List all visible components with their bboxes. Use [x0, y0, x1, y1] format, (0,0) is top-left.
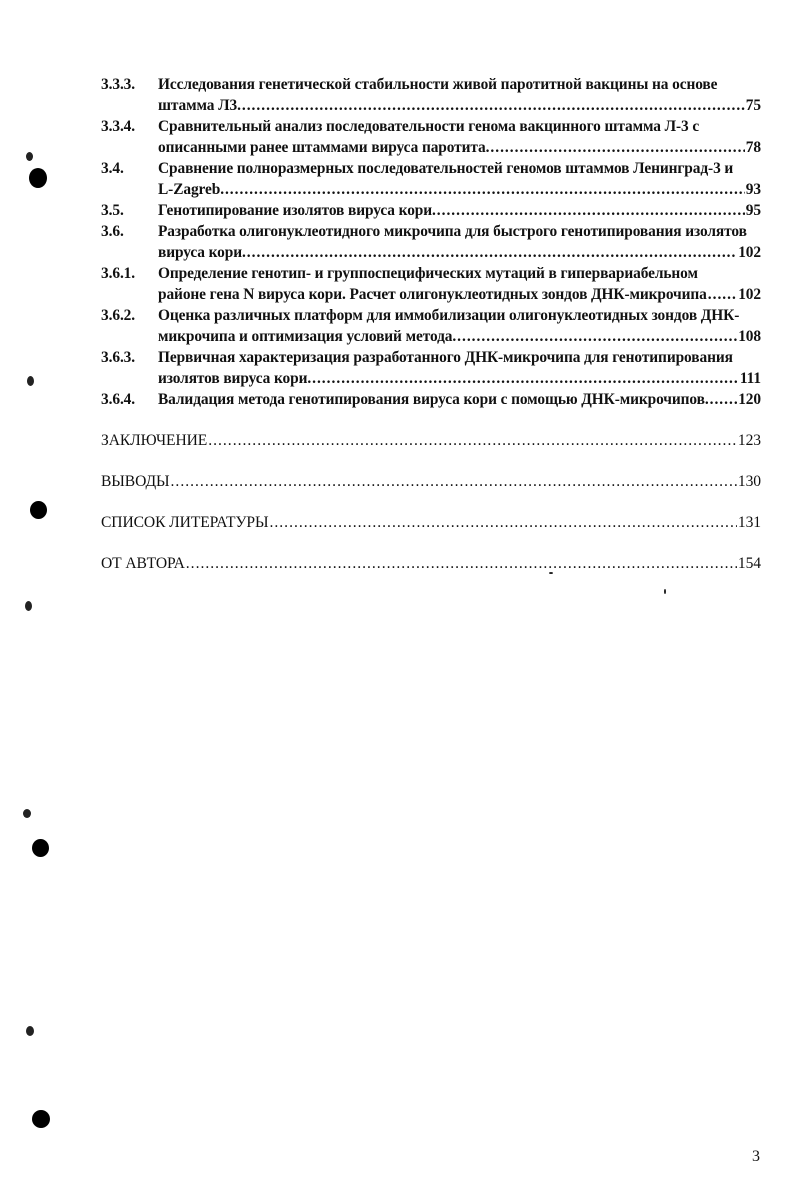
toc-entry-page: 111	[739, 370, 761, 387]
scan-speck	[27, 376, 34, 386]
toc-entry-page: 120	[738, 391, 761, 408]
dot-leader	[312, 368, 739, 389]
toc-subsection-list	[101, 74, 761, 410]
toc-entry-page: 93	[745, 181, 761, 198]
toc-section-page: 123	[737, 432, 761, 449]
dot-leader	[171, 471, 737, 492]
toc-entry-title-line: L-Zagreb.	[158, 181, 224, 198]
scan-speck	[26, 1026, 34, 1036]
toc-entry-body	[158, 116, 761, 158]
toc-entry	[101, 221, 761, 263]
toc-entry-title-line: вируса кори.	[158, 244, 246, 261]
toc-section-entry	[101, 512, 761, 533]
toc-entry-body	[158, 74, 761, 116]
toc-entry-number: 3.6.	[101, 223, 124, 240]
dot-leader	[247, 242, 737, 263]
toc-entry-title-line: изолятов вируса кори.	[158, 370, 312, 387]
toc-section-title: ЗАКЛЮЧЕНИЕ	[101, 432, 208, 449]
toc-section-title: СПИСОК ЛИТЕРАТУРЫ	[101, 514, 269, 531]
dot-leader	[457, 326, 737, 347]
toc-entry	[101, 389, 761, 410]
dot-leader	[490, 137, 744, 158]
toc-section-entry	[101, 471, 761, 492]
toc-entry-page: 102	[738, 286, 761, 303]
toc-entry-title-line: Сравнительный анализ последовательности генома вакцинного штамма Л-3 с	[158, 118, 700, 135]
dot-leader	[186, 553, 737, 574]
toc-entry-title-line: Первичная характеризация разработанного ДНК-микрочипа для генотипирования	[158, 349, 733, 366]
dot-leader	[269, 512, 736, 533]
toc-entry	[101, 158, 761, 200]
toc-entry-number: 3.6.4.	[101, 391, 136, 408]
toc-entry	[101, 263, 761, 305]
toc-entry	[101, 116, 761, 158]
toc-entry-title-line: штамма Л3.	[158, 97, 241, 114]
toc-entry-title-line: микрочипа и оптимизация условий метода.	[158, 328, 457, 345]
scan-speck	[26, 152, 33, 161]
toc-entry-title-line: районе гена N вируса кори. Расчет олигонуклеотидных зондов ДНК-микрочипа	[158, 286, 707, 303]
toc-entry	[101, 200, 761, 221]
toc-section-entry	[101, 430, 761, 451]
dot-leader	[242, 95, 745, 116]
toc-entry-number: 3.6.2.	[101, 307, 136, 324]
binder-hole-mark	[29, 168, 47, 188]
dot-leader	[208, 430, 737, 451]
toc-entry-page: 95	[745, 202, 761, 219]
binder-hole-mark	[30, 501, 47, 519]
toc-section-title: ОТ АВТОРА	[101, 555, 185, 572]
toc-entry-title-line: Исследования генетической стабильности живой паротитной вакцины на основе	[158, 76, 718, 93]
toc-entry	[101, 305, 761, 347]
toc-entry	[101, 74, 761, 116]
dot-leader	[710, 389, 738, 410]
toc-entry	[101, 347, 761, 389]
toc-section-page: 131	[737, 514, 761, 531]
toc-section-page: 130	[737, 473, 761, 490]
toc-entry-body	[158, 158, 761, 200]
toc-entry-number: 3.3.3.	[101, 76, 136, 93]
table-of-contents	[101, 74, 761, 574]
toc-entry-title-line: Генотипирование изолятов вируса кори.	[158, 202, 436, 219]
toc-entry-body	[158, 347, 761, 389]
toc-entry-title-line: Сравнение полноразмерных последовательностей геномов штаммов Ленинград-3 и	[158, 160, 734, 177]
toc-entry-title-line: описанными ранее штаммами вируса паротита.	[158, 139, 490, 156]
toc-entry-title-line: Валидация метода генотипирования вируса кори с помощью ДНК-микрочипов.	[158, 391, 709, 408]
binder-hole-mark	[32, 1110, 50, 1128]
dot-leader	[437, 200, 745, 221]
binder-hole-mark	[32, 839, 49, 857]
toc-entry-number: 3.4.	[101, 160, 124, 177]
toc-entry-number: 3.3.4.	[101, 118, 136, 135]
toc-entry-body	[158, 305, 761, 347]
toc-entry-body	[158, 200, 761, 221]
toc-entry-title-line: Разработка олигонуклеотидного микрочипа для быстрого генотипирования изолятов	[158, 223, 747, 240]
page-number: 3	[752, 1148, 760, 1165]
toc-entry-number: 3.6.3.	[101, 349, 136, 366]
toc-entry-page: 108	[738, 328, 761, 345]
scan-speck	[23, 809, 31, 818]
toc-entry-title-line: Оценка различных платформ для иммобилизации олигонуклеотидных зондов ДНК-	[158, 307, 740, 324]
toc-entry-body	[158, 263, 761, 305]
toc-section-title: ВЫВОДЫ	[101, 473, 170, 490]
toc-entry-page: 78	[745, 139, 761, 156]
toc-entry-body	[158, 389, 761, 410]
toc-entry-title-line: Определение генотип- и группоспецифических мутаций в гипервариабельном	[158, 265, 698, 282]
toc-section-list	[101, 430, 761, 574]
toc-entry-body	[158, 221, 761, 263]
scan-speck	[664, 589, 666, 594]
toc-entry-page: 102	[738, 244, 761, 261]
scan-speck	[25, 601, 32, 611]
toc-section-entry	[101, 553, 761, 574]
dot-leader	[225, 179, 745, 200]
toc-entry-page: 75	[745, 97, 761, 114]
toc-entry-number: 3.5.	[101, 202, 124, 219]
dot-leader	[708, 284, 737, 305]
toc-section-page: 154	[737, 555, 761, 572]
toc-entry-number: 3.6.1.	[101, 265, 136, 282]
